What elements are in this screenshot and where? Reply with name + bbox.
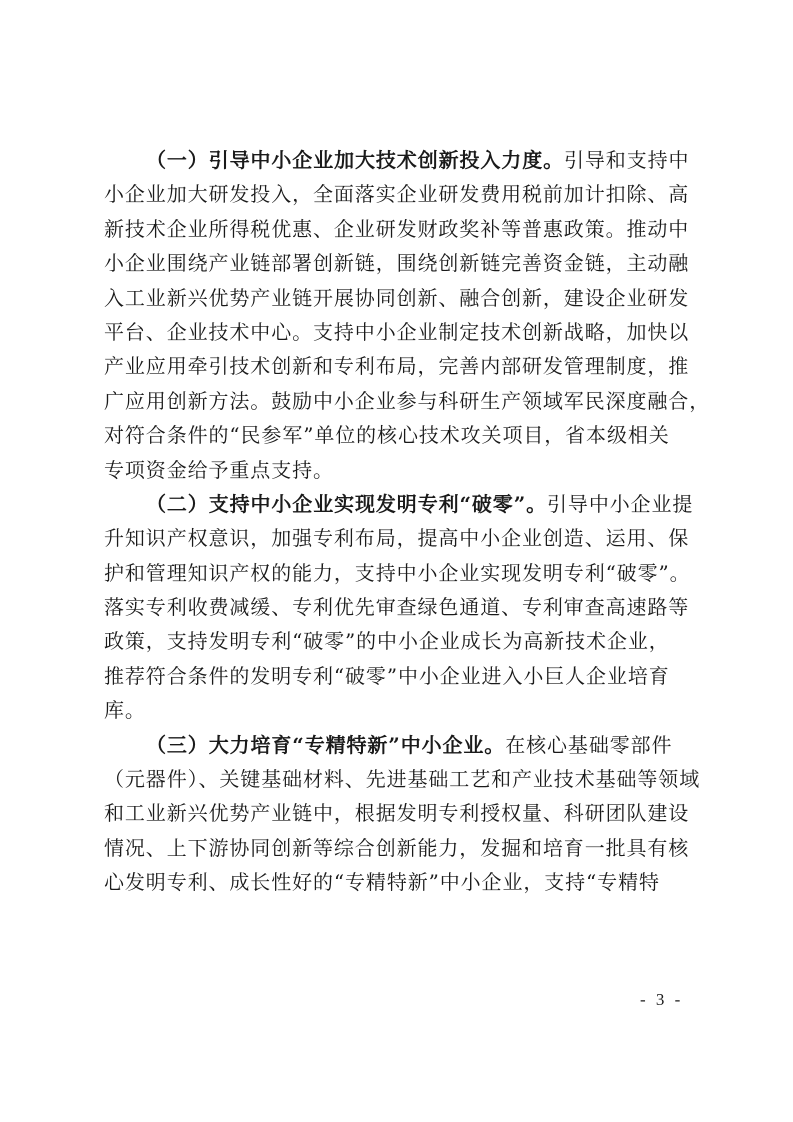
text-line [104, 246, 724, 280]
text-line [104, 315, 724, 349]
line-text: 专项资金给予重点支持。 [104, 457, 334, 482]
line-text: 推荐符合条件的发明专利“破零”中小企业进入小巨人企业培育 [104, 663, 670, 688]
line-text: 小企业加大研发投入，全面落实企业研发费用税前加计扣除、高 [104, 182, 690, 207]
line-text: 平台、企业技术中心。支持中小企业制定技术创新战略，加快以 [104, 319, 690, 344]
line-text: 和工业新兴优势产业链中，根据发明专利授权量、科研团队建设 [104, 801, 690, 826]
line-text: （元器件）、关键基础材料、先进基础工艺和产业技术基础等领域 [104, 767, 701, 792]
paragraph [104, 487, 724, 728]
document-body [104, 143, 724, 900]
text-line [104, 796, 724, 830]
text-line [104, 831, 724, 865]
section-heading: （三）大力培育“专精特新”中小企业。 [146, 732, 506, 757]
line-text: 护和管理知识产权的能力，支持中小企业实现发明专利“破零”。 [104, 560, 691, 585]
text-line [104, 349, 724, 383]
text-line [104, 762, 724, 796]
text-line [104, 728, 724, 762]
line-text: 升知识产权意识，加强专利布局，提高中小企业创造、运用、保 [104, 526, 690, 551]
text-line [104, 418, 724, 452]
text-line [104, 143, 724, 177]
line-text: 入工业新兴优势产业链开展协同创新、融合创新，建设企业研发 [104, 285, 690, 310]
line-text: 引导和支持中 [564, 148, 690, 172]
paragraph [104, 143, 724, 487]
text-line [104, 281, 724, 315]
text-line [104, 384, 724, 418]
line-text: 政策，支持发明专利“破零”的中小企业成长为高新技术企业， [104, 629, 670, 654]
text-line [104, 521, 724, 555]
page-number: - 3 - [640, 990, 684, 1009]
text-line [104, 659, 724, 693]
text-line [104, 590, 724, 624]
text-line [104, 624, 724, 658]
text-line [104, 865, 724, 899]
line-text: 情况、上下游协同创新等综合创新能力，发掘和培育一批具有核 [104, 835, 690, 860]
text-line [104, 212, 724, 246]
line-text: 对符合条件的“民参军”单位的核心技术攻关项目，省本级相关 [104, 423, 670, 448]
line-text: 落实专利收费减缓、专利优先审查绿色通道、专利审查高速路等 [104, 595, 690, 620]
text-line [104, 556, 724, 590]
text-line [104, 693, 724, 727]
line-text: 库。 [104, 698, 146, 723]
text-line [104, 177, 724, 211]
text-line [104, 453, 724, 487]
line-text: 引导中小企业提 [547, 491, 694, 516]
line-text: 广应用创新方法。鼓励中小企业参与科研生产领域军民深度融合， [104, 388, 711, 413]
line-text: 新技术企业所得税优惠、企业研发财政奖补等普惠政策。推动中 [104, 216, 690, 241]
paragraph [104, 728, 724, 900]
line-text: 在核心基础零部件 [505, 732, 673, 757]
line-text: 产业应用牵引技术创新和专利布局，完善内部研发管理制度，推 [104, 354, 690, 379]
section-heading: （二）支持中小企业实现发明专利“破零”。 [146, 491, 548, 516]
section-heading: （一）引导中小企业加大技术创新投入力度。 [146, 148, 564, 172]
line-text: 心发明专利、成长性好的“专精特新”中小企业，支持“专精特 [104, 870, 660, 895]
line-text: 小企业围绕产业链部署创新链，围绕创新链完善资金链，主动融 [104, 251, 690, 276]
text-line [104, 487, 724, 521]
